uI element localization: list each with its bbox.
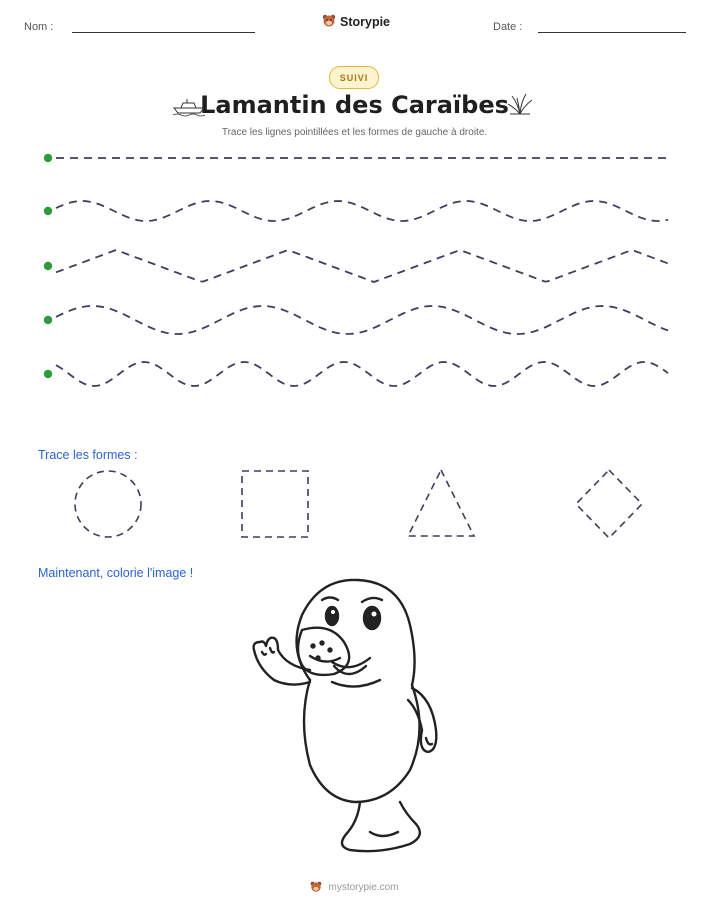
start-dot-2 <box>44 207 52 215</box>
shapes-row <box>0 460 709 550</box>
tracing-lines <box>0 0 709 420</box>
manatee-illustration <box>240 570 470 855</box>
footer <box>0 881 709 894</box>
level-badge: SUIVI <box>329 66 379 89</box>
dashed-triangle <box>408 470 474 536</box>
coloring-heading: Maintenant, colorie l'image ! <box>38 566 194 580</box>
date-label: Date : <box>493 21 523 33</box>
start-dot-5 <box>44 370 52 378</box>
trace-line-2 <box>56 201 668 221</box>
start-dot-3 <box>44 262 52 270</box>
shapes-heading: Trace les formes : <box>38 448 138 462</box>
dashed-square <box>242 471 308 537</box>
name-label: Nom : <box>24 21 54 33</box>
dashed-circle <box>75 471 141 537</box>
trace-line-3 <box>56 250 668 282</box>
dashed-diamond <box>576 470 642 538</box>
instructions: Trace les lignes pointillées et les formes de gauche à droite. <box>221 127 488 138</box>
page-title: Lamantin des Caraïbes <box>200 91 509 119</box>
brand-name: Storypie <box>340 14 391 29</box>
bear-icon <box>310 881 322 894</box>
start-dot-4 <box>44 316 52 324</box>
footer-url: mystorypie.com <box>328 882 399 893</box>
trace-line-5 <box>56 362 668 386</box>
trace-line-4 <box>56 306 668 334</box>
start-dot-1 <box>44 154 52 162</box>
